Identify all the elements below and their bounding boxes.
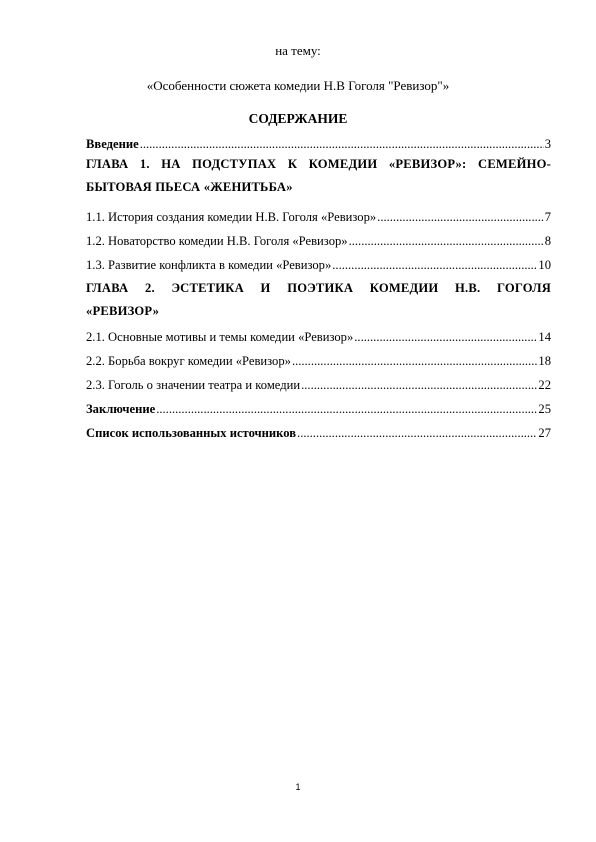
toc-entry-label: Список использованных источников — [86, 426, 297, 440]
dot-leader — [297, 425, 537, 441]
toc-entry-label: 2.1. Основные мотивы и темы комедии «Ревизор» — [86, 330, 354, 344]
toc-entry-label: 1.1. История создания комедии Н.В. Гоголя «Ревизор» — [86, 210, 377, 224]
toc-page-number: 25 — [538, 402, 551, 416]
document-title: «Особенности сюжета комедии Н.В Гоголя "Ревизор"» — [146, 78, 450, 93]
dot-leader — [140, 136, 544, 152]
toc-entry-2-1[interactable] — [86, 329, 551, 345]
dot-leader — [332, 257, 537, 273]
toc-entry-label: 2.2. Борьба вокруг комедии «Ревизор» — [86, 354, 291, 368]
dot-leader — [292, 353, 537, 369]
chapter-title-line: «РЕВИЗОР» — [86, 304, 160, 318]
toc-page-number: 7 — [544, 210, 551, 224]
dot-leader — [349, 233, 544, 249]
toc-entry-conclusion[interactable] — [86, 401, 551, 417]
toc-entry-1-3[interactable] — [86, 257, 551, 273]
toc-page-number: 10 — [538, 258, 551, 272]
toc-entry-label: 1.3. Развитие конфликта в комедии «Ревизор» — [86, 258, 332, 272]
toc-entry-label: Введение — [86, 137, 139, 151]
toc-entry-2-3[interactable] — [86, 377, 551, 393]
toc-entry-1-2[interactable] — [86, 233, 551, 249]
toc-entry-intro[interactable] — [86, 136, 551, 152]
dot-leader — [354, 329, 537, 345]
toc-entry-2-2[interactable] — [86, 353, 551, 369]
toc-page-number: 18 — [538, 354, 551, 368]
toc-heading: СОДЕРЖАНИЕ — [248, 111, 348, 126]
chapter-title-line: БЫТОВАЯ ПЬЕСА «ЖЕНИТЬБА» — [86, 180, 293, 194]
dot-leader — [377, 209, 544, 225]
toc-entry-label: 2.3. Гоголь о значении театра и комедии — [86, 378, 301, 392]
chapter-title-line: ГЛАВА 2. ЭСТЕТИКА И ПОЭТИКА КОМЕДИИ Н.В. ГОГОЛЯ — [86, 281, 551, 295]
toc-page-number: 22 — [538, 378, 551, 392]
toc-chapter-2[interactable] — [86, 277, 551, 323]
dot-leader — [301, 377, 537, 393]
toc-entry-1-1[interactable] — [86, 209, 551, 225]
page-number: 1 — [295, 782, 301, 792]
toc-entry-label: 1.2. Новаторство комедии Н.В. Гоголя «Ревизор» — [86, 234, 348, 248]
toc-chapter-1[interactable] — [86, 153, 551, 199]
toc-entry-label: Заключение — [86, 402, 156, 416]
topic-label: на тему: — [275, 43, 321, 58]
toc-page-number: 14 — [538, 330, 551, 344]
dot-leader — [156, 401, 537, 417]
chapter-title-line: ГЛАВА 1. НА ПОДСТУПАХ К КОМЕДИИ «РЕВИЗОР»: СЕМЕЙНО- — [86, 157, 551, 171]
toc-page-number: 8 — [544, 234, 551, 248]
toc-entry-sources[interactable] — [86, 425, 551, 441]
toc-page-number: 3 — [544, 137, 551, 151]
toc-page-number: 27 — [538, 426, 551, 440]
